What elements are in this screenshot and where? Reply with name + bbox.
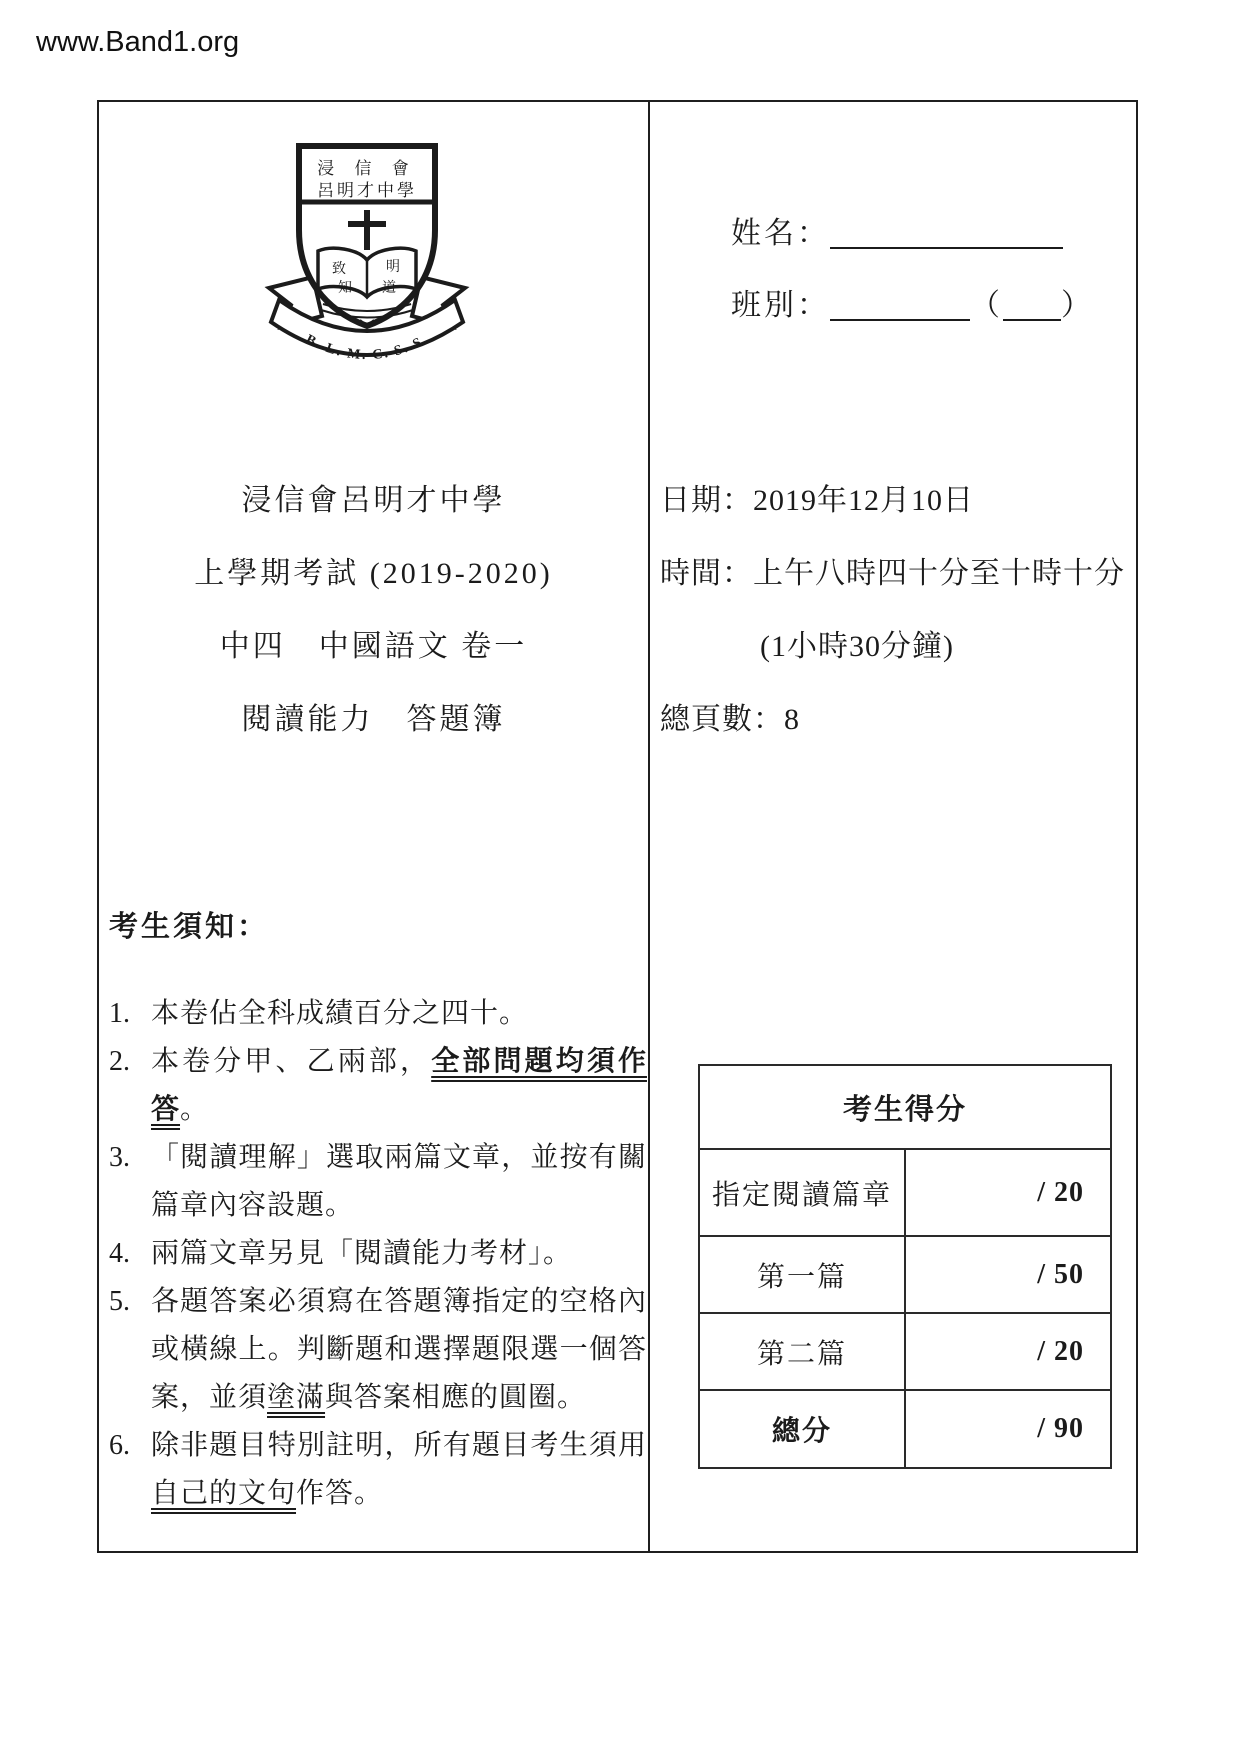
- exam-session-title: 上學期考試 (2019-2020): [194, 557, 553, 590]
- score-table: [698, 1064, 1112, 1469]
- crest-school-name-line2: 呂明才中學: [317, 181, 417, 200]
- note-text-emphasis: 塗滿: [267, 1382, 326, 1413]
- table-row: [699, 1149, 1111, 1236]
- candidate-notes-list: [109, 990, 647, 1518]
- note-text: 與答案相應的圓圈。: [325, 1382, 587, 1413]
- column-divider: [648, 102, 650, 1551]
- name-blank-line: [830, 213, 1063, 249]
- table-row: [699, 1236, 1111, 1313]
- note-text: 本卷分甲、乙兩部，: [151, 1046, 432, 1077]
- note-number: 3.: [109, 1142, 130, 1173]
- notes-heading: 考生須知：: [109, 911, 270, 943]
- exam-time: 時間：上午八時四十分至十時十分: [660, 557, 1125, 590]
- table-row: [699, 1390, 1111, 1468]
- name-label: 姓名：: [731, 217, 830, 250]
- class-row: [731, 280, 1094, 332]
- note-number: 4.: [109, 1238, 130, 1269]
- title-block: [99, 464, 648, 756]
- book-motto-1: 致: [332, 262, 346, 277]
- crest-school-name-line1: 浸 信 會: [317, 159, 417, 178]
- watermark-url: www.Band1.org: [36, 26, 240, 58]
- note-item-6: [109, 1422, 647, 1518]
- note-item-5: [109, 1278, 647, 1422]
- score-row-value: / 20: [905, 1313, 1111, 1390]
- table-row: [699, 1313, 1111, 1390]
- note-text-emphasis: 自己的文句: [151, 1478, 297, 1509]
- answer-book-title: 閱讀能力 答題簿: [241, 703, 506, 736]
- score-row-value: / 90: [905, 1390, 1111, 1468]
- score-row-value: / 50: [905, 1236, 1111, 1313]
- school-crest: [259, 136, 475, 380]
- note-text: 兩篇文章另見「閱讀能力考材」。: [151, 1238, 573, 1269]
- note-number: 1.: [109, 998, 130, 1029]
- school-name-title: 浸信會呂明才中學: [241, 484, 506, 517]
- paren-open: （: [970, 289, 1003, 322]
- exam-date: 日期：2019年12月10日: [660, 484, 974, 517]
- class-number-blank-line: [1003, 285, 1061, 321]
- paren-close: ）: [1061, 289, 1094, 322]
- score-row-value: / 20: [905, 1149, 1111, 1236]
- note-number: 6.: [109, 1430, 130, 1461]
- score-table-header: 考生得分: [699, 1065, 1111, 1149]
- note-item-4: [109, 1230, 647, 1278]
- note-item-2: [109, 1038, 647, 1134]
- class-label: 班別：: [731, 289, 830, 322]
- note-item-3: [109, 1134, 647, 1230]
- note-text: 各題答案必須寫在答題簿指定的空格內或橫線上。判斷題和選擇題限選一個答案，並須: [151, 1286, 647, 1413]
- page-border-box: [97, 100, 1138, 1553]
- name-row: [731, 208, 1094, 260]
- note-text-emphasis: 全部問題均須作答: [151, 1046, 647, 1125]
- total-pages: 總頁數：8: [660, 703, 800, 736]
- note-text: 作答。: [296, 1478, 384, 1509]
- note-item-1: [109, 990, 647, 1038]
- book-motto-2: 知: [338, 281, 352, 296]
- book-motto-3: 明: [386, 260, 400, 275]
- exam-info-block: [660, 464, 1138, 756]
- subject-paper-title: 中四 中國語文 卷一: [219, 630, 528, 663]
- score-row-label: 第二篇: [699, 1313, 905, 1390]
- note-number: 5.: [109, 1286, 130, 1317]
- banner-text: B. L. M. C. S. S.: [303, 332, 431, 364]
- class-blank-line: [830, 285, 970, 321]
- note-text: 。: [180, 1094, 210, 1125]
- note-text: 除非題目特別註明，所有題目考生須用: [151, 1430, 647, 1461]
- exam-duration: (1小時30分鐘): [760, 630, 954, 663]
- note-text: 「閱讀理解」選取兩篇文章，並按有關篇章內容設題。: [151, 1142, 647, 1221]
- score-row-label: 第一篇: [699, 1236, 905, 1313]
- student-fields: [731, 208, 1094, 332]
- note-number: 2.: [109, 1046, 130, 1077]
- score-row-label: 總分: [699, 1390, 905, 1468]
- note-text: 本卷佔全科成績百分之四十。: [151, 998, 529, 1029]
- book-motto-4: 道: [382, 281, 396, 296]
- score-row-label: 指定閱讀篇章: [699, 1149, 905, 1236]
